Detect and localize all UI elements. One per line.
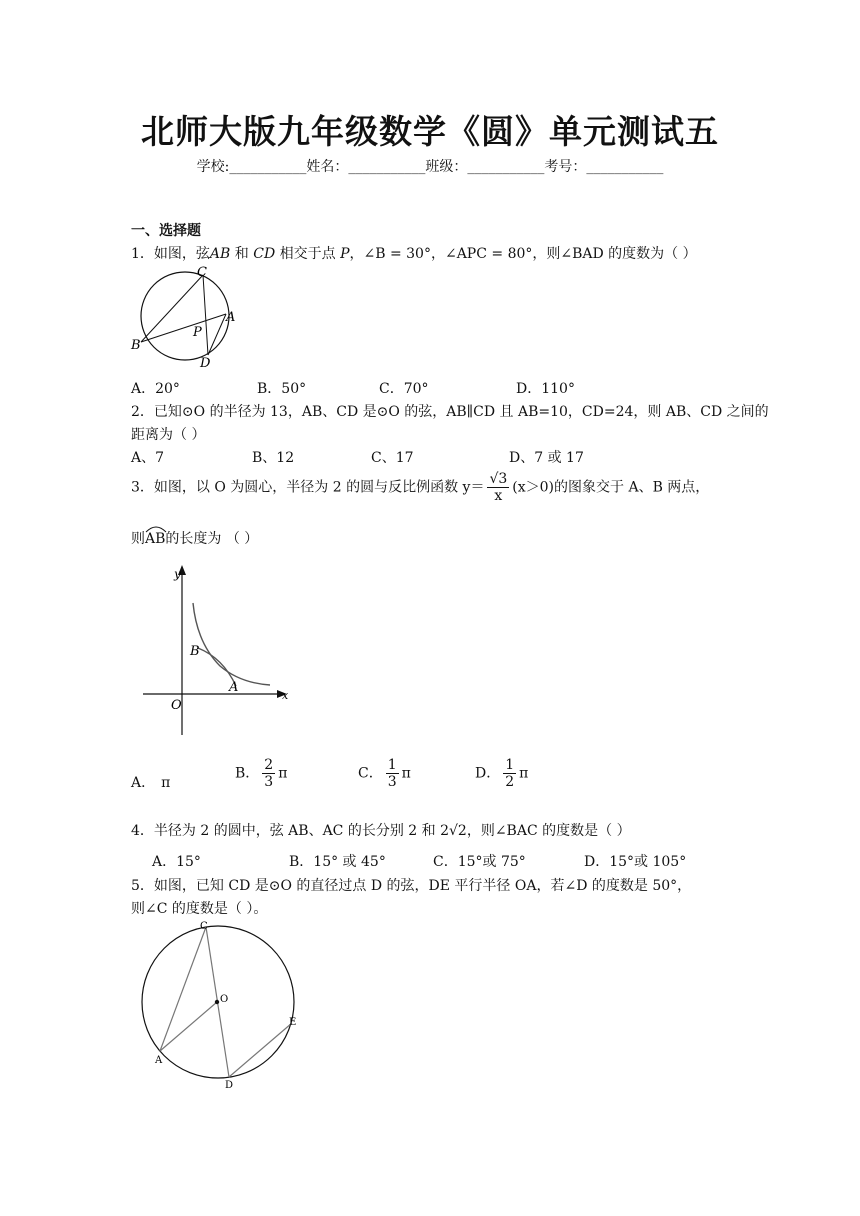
q3-figure: [135, 563, 305, 738]
q3-label-b: B: [190, 644, 200, 659]
q3-prefix: 3．如图，以 O 为圆心，半径为 2 的圆与反比例函数 y＝: [131, 479, 485, 496]
q3-option-a-pi: π: [161, 775, 171, 791]
q3-option-b-letter: B．: [235, 765, 260, 782]
q3-frac-num: √3: [489, 471, 508, 487]
q3-label-y: y: [174, 567, 181, 581]
q3-option-c-fraction: [386, 757, 399, 790]
q2-option-d: D、7 或 17: [509, 450, 584, 466]
q3-option-d-num: 1: [505, 757, 515, 773]
q1-figure: [130, 264, 240, 369]
student-info-line: 学校:___________姓名：___________班级：___________考号：___________: [196, 159, 664, 175]
q2-option-a: A、7: [131, 450, 165, 466]
q4-stem: 4．半径为 2 的圆中，弦 AB、AC 的长分别 2 和 2√2，则∠BAC 的度数是（ ）: [131, 823, 631, 839]
q3-suffix: (x＞0)的图象交于 A、B 两点，: [512, 479, 710, 496]
q5-label-d: D: [225, 1080, 234, 1091]
q3-option-d: [475, 757, 528, 790]
q3-option-d-pi: π: [519, 765, 529, 782]
q5-stem-line2: 则∠C 的度数是（ ）。: [131, 901, 268, 917]
q1-label-a: A: [226, 310, 236, 325]
q3-option-d-den: 2: [505, 774, 515, 790]
q1-stem: [131, 243, 697, 263]
q3-option-c-num: 1: [387, 757, 397, 773]
q1-ab: AB: [209, 246, 231, 262]
q3-option-b-pi: π: [278, 765, 288, 782]
q3-option-d-fraction: [503, 757, 516, 790]
q2-option-b: B、12: [252, 450, 295, 466]
q2-option-c: C、17: [371, 450, 414, 466]
q5-label-c: C: [200, 921, 208, 932]
q4-option-c: C．15°或 75°: [433, 854, 526, 870]
q1-cd: CD: [253, 246, 276, 262]
page-title: 北师大版九年级数学《圆》单元测试五: [141, 112, 719, 151]
q3-option-a: [131, 772, 170, 792]
q1-option-a: A．20°: [131, 381, 180, 397]
q1-cond: ，∠B = 30°，∠APC = 80°，则∠BAD 的度数为（ ）: [349, 246, 697, 262]
q1-label-b: B: [131, 338, 141, 353]
q1-stem-prefix: 1．如图，弦: [131, 246, 210, 262]
q3-stem-line2: [131, 528, 258, 548]
q1-label-d: D: [200, 356, 211, 371]
q5-figure: [136, 918, 311, 1093]
q1-option-c: C．70°: [379, 381, 429, 397]
q3-label-x: x: [282, 689, 289, 702]
q1-p: P: [340, 246, 350, 262]
q1-option-b: B．50°: [257, 381, 307, 397]
q1-option-d: D．110°: [516, 381, 575, 397]
q3-option-c-letter: C．: [358, 765, 383, 782]
q2-stem-line1: 2．已知⊙O 的半径为 13，AB、CD 是⊙O 的弦，AB∥CD 且 AB=10，CD=24，则 AB、CD 之间的: [131, 404, 769, 420]
q3-option-a-letter: A．: [131, 775, 156, 791]
q3-option-b: [235, 757, 287, 790]
q3-frac-den: x: [494, 488, 503, 504]
q4-option-a: A．15°: [152, 854, 201, 870]
q1-mid: 相交于点: [275, 246, 341, 262]
q3-option-b-fraction: [262, 757, 275, 790]
q3-label-a: A: [229, 680, 239, 695]
q3-function-fraction: [487, 471, 509, 504]
q1-label-c: C: [197, 265, 207, 280]
section-heading: 一、选择题: [131, 223, 201, 239]
q3-option-c-den: 3: [387, 774, 397, 790]
q3-option-c: [358, 757, 411, 790]
q3-label-o: O: [171, 698, 182, 713]
q5-stem-line1: 5．如图，已知 CD 是⊙O 的直径过点 D 的弦，DE 平行半径 OA，若∠D 的度数是 50°，: [131, 878, 692, 894]
q1-label-p: P: [193, 325, 202, 340]
q3-line2-post: 的长度为 （ ）: [165, 531, 259, 547]
q3-option-b-num: 2: [264, 757, 274, 773]
q3-option-c-pi: π: [401, 765, 411, 782]
q3-arc-ab: [145, 531, 165, 547]
q3-option-b-den: 3: [264, 774, 274, 790]
q4-option-b: B．15° 或 45°: [289, 854, 386, 870]
q3-option-d-letter: D．: [475, 765, 501, 782]
q3-arc-text: AB: [145, 531, 166, 547]
q5-label-e: E: [289, 1017, 297, 1028]
q2-stem-line2: 距离为（ ）: [131, 427, 206, 443]
q4-option-d: D．15°或 105°: [584, 854, 687, 870]
q5-label-o: O: [220, 994, 229, 1005]
q1-and: 和: [230, 246, 254, 262]
q5-label-a: A: [155, 1055, 163, 1066]
q3-stem-line1: [131, 471, 709, 504]
q3-line2-pre: 则: [131, 531, 145, 547]
